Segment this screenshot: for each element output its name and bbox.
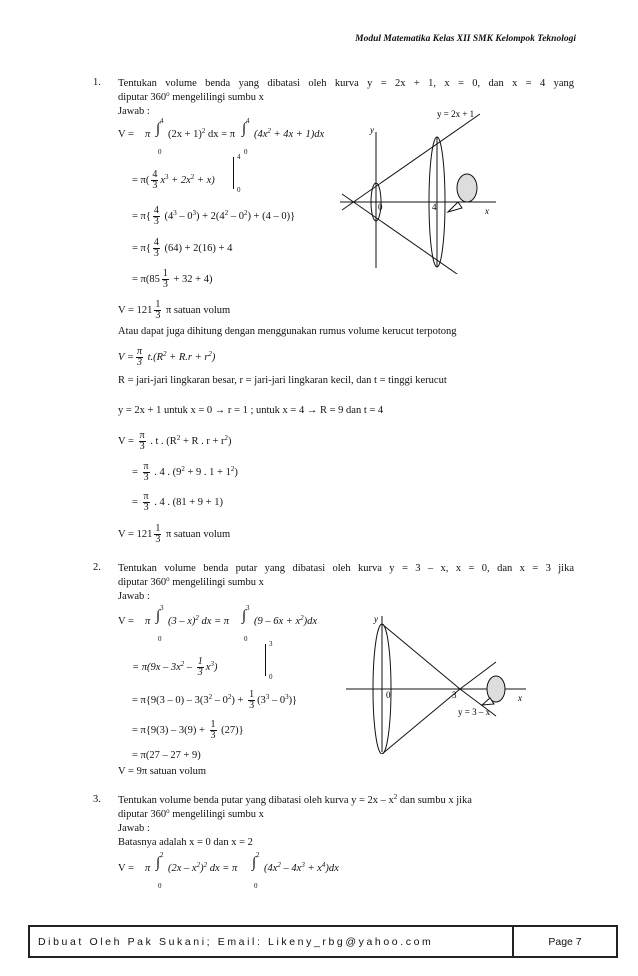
p1-integrand-2: $(4x^2 + 4x + 1)dx$: [254, 127, 325, 140]
p1-eval-upper: 4: [237, 153, 241, 161]
x-axis-label: x: [518, 693, 522, 703]
problem-1-jawab: Jawab :: [118, 106, 150, 117]
problem-3-text-2: diputar 360$^o$ mengelilingi sumbu x: [118, 807, 264, 820]
page-header: Modul Matematika Kelas XII SMK Kelompok Teknologi: [355, 34, 576, 44]
p3-integrand-2: $(4x^2 - 4x^3 + x^4)dx$: [264, 861, 339, 874]
problem-1-number: 1.: [93, 77, 101, 88]
p2-step1: = $\pi(9x - 3x^2$ – $\frac{1}{3}$ $x^3$): [132, 656, 218, 678]
p3-v-label: V =: [118, 863, 134, 874]
p1-result: V = 121 $\frac{1}{3}$ π satuan volum: [118, 299, 231, 321]
p1-lower-limit-2: 0: [244, 148, 248, 156]
p3-upper-limit-2: 2: [256, 851, 260, 859]
p1-cone-2: = $\frac{\pi}{3}$ . 4 . ($9^2 + 9$ . $1 + 1^2$): [132, 461, 238, 483]
integral-sign: ∫: [156, 855, 161, 871]
mirror-line: [382, 689, 460, 754]
p2-eval-lower: 0: [269, 673, 273, 681]
p2-integrand-1: (3 – x)$^2$ dx = π: [168, 614, 230, 627]
p1-step1: = π( $\frac{4}{3}$ $x^3 + 2x^2 + x$): [132, 169, 215, 191]
p2-step4: = π(27 – 27 + 9): [132, 750, 201, 761]
problem-2-text: Tentukan volume benda putar yang dibatasi oleh kurva y = 3 – x, x = 0, dan x = 3 jika: [118, 563, 574, 574]
problem-3-jawab: Jawab :: [118, 823, 150, 834]
p2-v-label: V =: [118, 616, 134, 627]
integral-sign: ∫: [156, 121, 161, 137]
page-footer: [28, 925, 618, 958]
problem-3-text: Tentukan volume benda putar yang dibatasi oleh kurva $y = 2x - x^2$ dan sumbu x jika: [118, 793, 472, 806]
evaluation-bar: [233, 157, 234, 189]
rotation-arrow-icon: [482, 676, 505, 705]
p1-step3: = π{ $\frac{4}{3}$ (64) + 2(16) + 4: [132, 237, 233, 259]
p1-definitions: R = jari-jari lingkaran besar, r = jari-jari lingkaran kecil, dan t = tinggi kerucut: [118, 375, 447, 386]
integral-sign: ∫: [242, 121, 247, 137]
p1-cone-1: V = $\frac{\pi}{3}$ . t . ($R^2 + R$ . $r + r^2$): [118, 430, 232, 452]
p3-pi: π: [145, 863, 151, 874]
p3-lower-limit: 0: [158, 882, 162, 890]
p1-v-label: V =: [118, 129, 134, 140]
integral-sign: ∫: [242, 608, 247, 624]
graph-cone-1: [340, 104, 500, 274]
rotation-arrow-icon: [448, 174, 477, 212]
p1-cone-result: V = 121 $\frac{1}{3}$ π satuan volum: [118, 523, 231, 545]
p2-eval-upper: 3: [269, 640, 273, 648]
tick-0: 0: [378, 202, 383, 212]
p1-lower-limit: 0: [158, 148, 162, 156]
p1-alt-formula: V = $\frac{\pi}{3}$ $t.(R^2 + R.r + r^2)$: [118, 346, 216, 368]
p2-step2: = $\pi\{9(3 - 0) - 3(3^2 - 0^2)$ + $\frac{1}{3}$ $(3^3 - 0^3)$}: [132, 689, 298, 711]
problem-2-jawab: Jawab :: [118, 591, 150, 602]
problem-1-text: Tentukan volume benda yang dibatasi oleh kurva y = 2x + 1, x = 0, dan x = 4 yang: [118, 78, 574, 89]
p1-upper-limit-2: 4: [246, 117, 250, 125]
problem-2-text-2: diputar 360$^o$ mengelilingi sumbu x: [118, 575, 264, 588]
evaluation-bar: [265, 644, 266, 676]
y-axis-label: y: [370, 125, 374, 135]
p1-step2: = π{ $\frac{4}{3}$ $(4^3 - 0^3) + 2(4^2 - 0^2) + (4 - 0)$}: [132, 205, 296, 227]
p2-integrand-2: $(9 - 6x + x^2)dx$: [254, 614, 318, 627]
graph-2-label: y = 3 – x: [458, 707, 491, 717]
curve-line: [382, 624, 460, 689]
p3-upper-limit: 2: [160, 851, 164, 859]
y-axis-label: y: [374, 614, 378, 624]
p2-lower-limit-2: 0: [244, 635, 248, 643]
p1-cone-3: = $\frac{\pi}{3}$ . 4 . (81 + 9 + 1): [132, 491, 223, 513]
p2-upper-limit-2: 3: [246, 604, 250, 612]
problem-1-text-2: diputar 360$^o$ mengelilingi sumbu x: [118, 90, 264, 103]
p2-step3: = π{9(3) – 3(9) + $\frac{1}{3}$ (27)}: [132, 719, 244, 741]
graph-cone-2: [346, 612, 536, 754]
integral-sign: ∫: [252, 855, 257, 871]
p1-upper-limit: 4: [160, 117, 164, 125]
p2-lower-limit: 0: [158, 635, 162, 643]
p1-integrand-1: $(2x + 1)^2$ dx = π: [168, 127, 236, 140]
page-number: Page 7: [548, 935, 582, 948]
problem-3-number: 3.: [93, 794, 101, 805]
integral-sign: ∫: [156, 608, 161, 624]
p2-upper-limit: 3: [160, 604, 164, 612]
p1-alt-text: Atau dapat juga dihitung dengan menggunakan rumus volume kerucut terpotong: [118, 326, 457, 337]
tick-4: 4: [432, 202, 437, 212]
p1-conditions: y = 2x + 1 untuk x = 0 → r = 1 ; untuk x = 4 → R = 9 dan t = 4: [118, 405, 384, 416]
p1-pi: π: [145, 129, 151, 140]
problem-3-bounds: Batasnya adalah x = 0 dan x = 2: [118, 837, 253, 848]
p1-eval-lower: 0: [237, 186, 241, 194]
footer-credit: Dibuat Oleh Pak Sukani; Email: Likeny_rbg@yahoo.com: [30, 927, 514, 956]
problem-2-number: 2.: [93, 562, 101, 573]
x-axis-label: x: [485, 206, 489, 216]
p2-result: V = 9π satuan volum: [118, 766, 207, 777]
p3-integrand-1: $(2x - x^2)^2$ dx = π: [168, 861, 238, 874]
tick-3: 3: [452, 690, 457, 700]
p3-lower-limit-2: 0: [254, 882, 258, 890]
graph-1-label: y = 2x + 1: [437, 109, 475, 119]
p2-pi: π: [145, 616, 151, 627]
tick-0: 0: [386, 690, 391, 700]
p1-step4: = π(85 $\frac{1}{3}$ + 32 + 4): [132, 268, 213, 290]
